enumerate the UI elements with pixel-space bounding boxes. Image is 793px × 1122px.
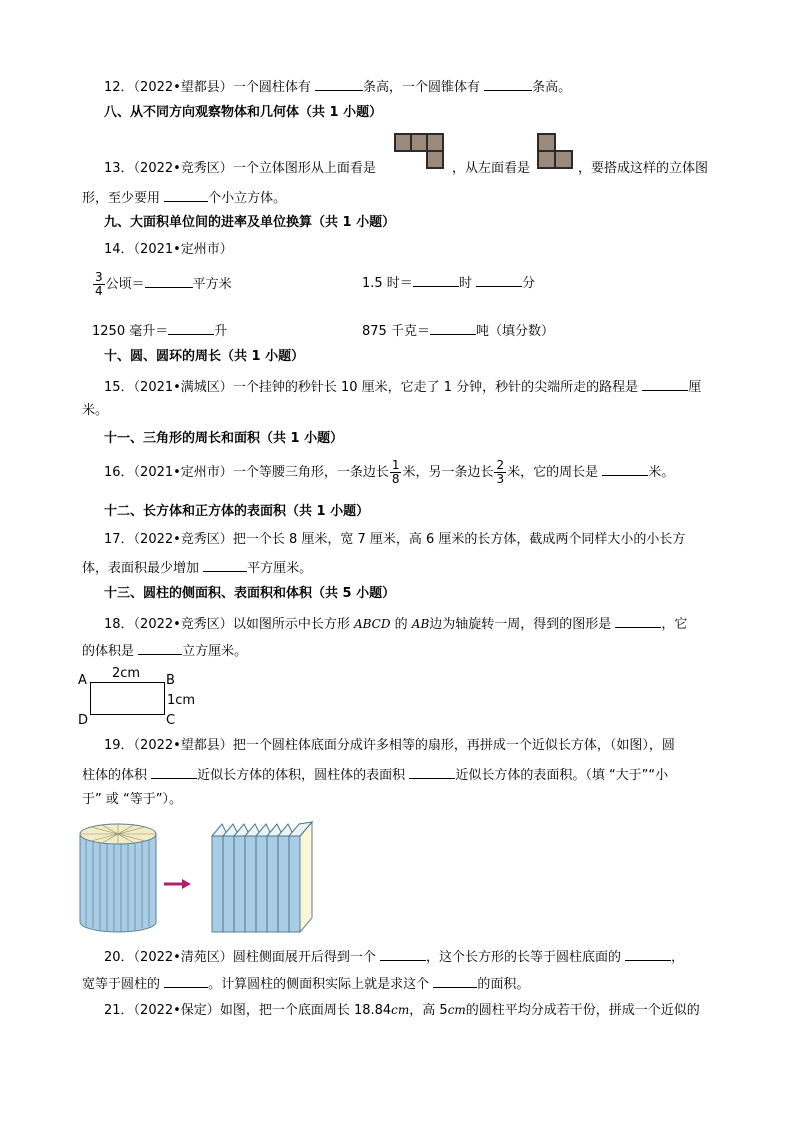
answer-blank[interactable] — [315, 76, 363, 91]
conversion-b: 1.5 时＝ 时 分 — [362, 272, 535, 293]
rectangle-abcd-figure — [78, 666, 208, 730]
left-view-figure — [537, 133, 575, 171]
rectangle — [90, 682, 165, 715]
cube-square — [538, 151, 555, 168]
answer-blank[interactable] — [138, 640, 182, 655]
fraction: $\frac{1}{8}$ — [391, 458, 400, 486]
cube-square — [411, 134, 427, 151]
answer-blank[interactable] — [602, 461, 648, 476]
vertex-label-c: C — [166, 713, 176, 728]
question-14: 14．（2021•定州市） — [104, 242, 233, 257]
answer-blank[interactable] — [476, 272, 522, 287]
cylinder-to-cuboid-figure — [76, 818, 332, 936]
cube-square — [427, 134, 443, 151]
vertex-label-a: A — [78, 673, 87, 688]
answer-blank[interactable] — [625, 946, 671, 961]
question-18: 18．（2022•竞秀区）以如图所示中长方形 ABCD 的 AB边为轴旋转一周，得到的图形是 ，它 — [104, 613, 687, 634]
fraction: $\frac{3}{4}$ — [95, 270, 103, 298]
answer-blank[interactable] — [484, 76, 532, 91]
conversion-c: 1250 毫升＝ 升 — [92, 320, 227, 341]
length-label: 2cm — [112, 666, 141, 681]
answer-blank[interactable] — [164, 187, 208, 202]
question-12: 12．（2022•望都县）一个圆柱体有 条高，一个圆锥体有 条高。 — [104, 76, 571, 97]
answer-blank[interactable] — [203, 557, 247, 572]
answer-blank[interactable] — [413, 272, 459, 287]
conversion-a: $\frac{3}{4}$ 公顷＝ 平方米 — [95, 270, 232, 298]
answer-blank[interactable] — [380, 946, 426, 961]
section-heading: 十一、三角形的周长和面积（共 1 小题） — [104, 431, 344, 446]
fraction: $\frac{2}{3}$ — [496, 458, 505, 486]
vertex-label-b: B — [166, 673, 175, 688]
cube-square — [395, 134, 411, 151]
cube-square — [555, 151, 572, 168]
answer-blank[interactable] — [164, 973, 208, 988]
top-view-figure — [394, 133, 446, 171]
conversion-d: 875 千克＝ 吨（填分数） — [362, 320, 554, 341]
answer-blank[interactable] — [615, 613, 661, 628]
section-heading: 十二、长方体和正方体的表面积（共 1 小题） — [104, 504, 370, 519]
answer-blank[interactable] — [409, 764, 455, 779]
cylinder — [80, 824, 156, 932]
answer-blank[interactable] — [642, 376, 688, 391]
question-15: 15．（2021•满城区）一个挂钟的秒针长 10 厘米，它走了 1 分钟，秒针的尖端所走的路程是 厘 — [104, 376, 701, 397]
question-19: 19．（2022•望都县）把一个圆柱体底面分成许多相等的扇形，再拼成一个近似长方体，（如图），圆 — [104, 738, 675, 753]
question-13: 13．（2022•竞秀区）一个立体图形从上面看是 — [104, 161, 376, 176]
question-16: 16．（2021•定州市）一个等腰三角形，一条边长 $\frac{1}{8}$ 米，另一条边长 $\frac{2}{3}$ 米，它的周长是 米。 — [104, 458, 675, 486]
question-21: 21．（2022•保定）如图，把一个底面周长 18.84cm，高 5cm的圆柱平均分成若干份，拼成一个近似的 — [104, 1003, 700, 1018]
width-label: 1cm — [167, 693, 196, 708]
answer-blank[interactable] — [145, 273, 193, 288]
section-heading: 九、大面积单位间的进率及单位换算（共 1 小题） — [104, 215, 396, 230]
answer-blank[interactable] — [433, 973, 477, 988]
question-17: 17．（2022•竞秀区）把一个长 8 厘米，宽 7 厘米，高 6 厘米的长方体，截成两个同样大小的小长方 — [104, 532, 686, 547]
section-heading: 十三、圆柱的侧面积、表面积和体积（共 5 小题） — [104, 586, 396, 601]
cube-square — [538, 134, 555, 151]
approximate-cuboid — [212, 822, 312, 932]
vertex-label-d: D — [78, 713, 89, 728]
answer-blank[interactable] — [151, 764, 197, 779]
section-heading: 八、从不同方向观察物体和几何体（共 1 小题） — [104, 105, 383, 120]
section-heading: 十、圆、圆环的周长（共 1 小题） — [104, 349, 305, 364]
arrow-icon — [164, 879, 191, 889]
cube-square — [427, 151, 443, 168]
answer-blank[interactable] — [168, 320, 214, 335]
question-20: 20．（2022•清苑区）圆柱侧面展开后得到一个 ，这个长方形的长等于圆柱底面的 ， — [104, 946, 684, 967]
answer-blank[interactable] — [430, 320, 476, 335]
